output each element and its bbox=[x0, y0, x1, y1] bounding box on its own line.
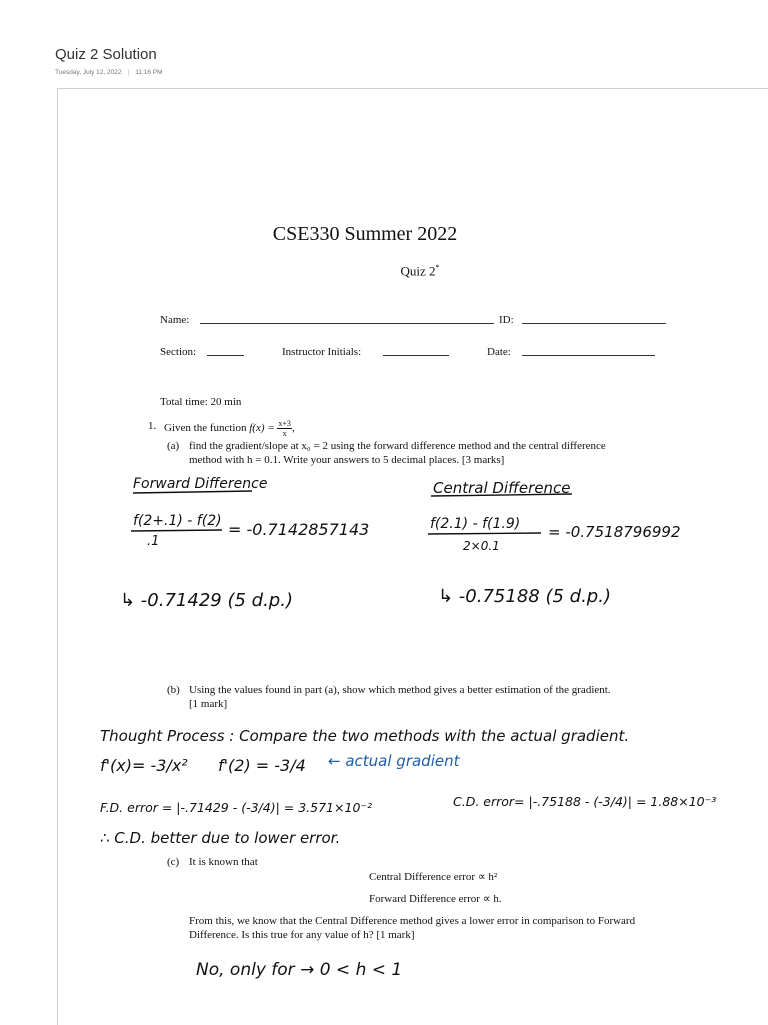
hw-fd-value: = -0.7142857143 bbox=[228, 520, 370, 539]
q1c-eq-central: Central Difference error ∝ h² bbox=[369, 871, 498, 883]
hw-cd-fraction-bar bbox=[428, 533, 541, 534]
hw-fd-rounded: ↳ -0.71429 (5 d.p.) bbox=[120, 590, 293, 611]
section-label: Section: bbox=[160, 346, 197, 358]
doc-subtitle: Quiz 2* bbox=[400, 263, 440, 279]
hw-forward-heading: Forward Difference bbox=[133, 476, 268, 492]
hw-fd-error: F.D. error = |-.71429 - (-3/4)| = 3.571×10⁻² bbox=[100, 800, 373, 815]
note-time: 11:16 PM bbox=[135, 69, 163, 76]
q1c-line1: From this, we know that the Central Difference method gives a lower error in comparison to Forward bbox=[189, 915, 636, 927]
q1-fraction: $\frac{x+3}{x}$ bbox=[278, 419, 291, 438]
q1c-label: (c) bbox=[167, 856, 180, 868]
hw-part-c-answer: No, only for → 0 < h < 1 bbox=[196, 960, 403, 980]
footnote-mark: * bbox=[435, 263, 440, 272]
note-title[interactable]: Quiz 2 Solution bbox=[55, 46, 157, 63]
name-label: Name: bbox=[160, 314, 190, 326]
hw-cd-numerator: f(2.1) - f(1.9) bbox=[430, 516, 521, 532]
instructor-initials-label: Instructor Initials: bbox=[282, 346, 362, 358]
q1b-label: (b) bbox=[167, 684, 180, 696]
q1a-label: (a) bbox=[167, 440, 180, 452]
q1a-line1: find the gradient/slope at x₀ = 2 using the forward difference method and the central difference bbox=[189, 440, 606, 452]
note-date: Tuesday, July 12, 2022 bbox=[55, 69, 122, 76]
q1c-line2: Difference. Is this true for any value of h? [1 mark] bbox=[189, 929, 415, 941]
hw-central-heading: Central Difference bbox=[433, 479, 571, 497]
q1b-line2: [1 mark] bbox=[189, 698, 228, 710]
id-label: ID: bbox=[499, 314, 514, 326]
total-time: Total time: 20 min bbox=[160, 396, 242, 408]
hw-cd-error: C.D. error= |-.75188 - (-3/4)| = 1.88×10⁻³ bbox=[453, 794, 717, 809]
hw-fd-fraction-bar bbox=[131, 530, 222, 531]
hw-fd-denominator: .1 bbox=[147, 534, 160, 549]
note-timestamp: Tuesday, July 12, 2022 | 11:16 PM bbox=[55, 69, 163, 76]
q1-stem: Given the function f(x) = $\frac{x+3}{x}$ , bbox=[164, 419, 295, 438]
doc-title: CSE330 Summer 2022 bbox=[272, 223, 458, 245]
hw-derivative: f'(x)= -3/x² bbox=[100, 756, 188, 775]
date-label: Date: bbox=[487, 346, 511, 358]
q1b-line1: Using the values found in part (a), show which method gives a better estimation of the gradient. bbox=[189, 684, 611, 696]
hw-cd-denominator: 2×0.1 bbox=[463, 539, 500, 553]
hw-cd-value: = -0.7518796992 bbox=[548, 523, 681, 541]
hw-fd-numerator: f(2+.1) - f(2) bbox=[133, 513, 222, 529]
hw-conclusion: ∴ C.D. better due to lower error. bbox=[100, 829, 341, 847]
hw-cd-rounded: ↳ -0.75188 (5 d.p.) bbox=[438, 586, 611, 607]
q1c-intro: It is known that bbox=[189, 856, 258, 868]
hw-actual-gradient-label: ← actual gradient bbox=[328, 752, 460, 770]
hw-derivative-at-2: f'(2) = -3/4 bbox=[218, 756, 306, 775]
q1c-eq-forward: Forward Difference error ∝ h. bbox=[369, 893, 502, 905]
hw-thought-process: Thought Process : Compare the two methods with the actual gradient. bbox=[100, 727, 630, 745]
q1-number: 1. bbox=[148, 420, 157, 432]
q1a-line2: method with h = 0.1. Write your answers to 5 decimal places. [3 marks] bbox=[189, 454, 505, 466]
